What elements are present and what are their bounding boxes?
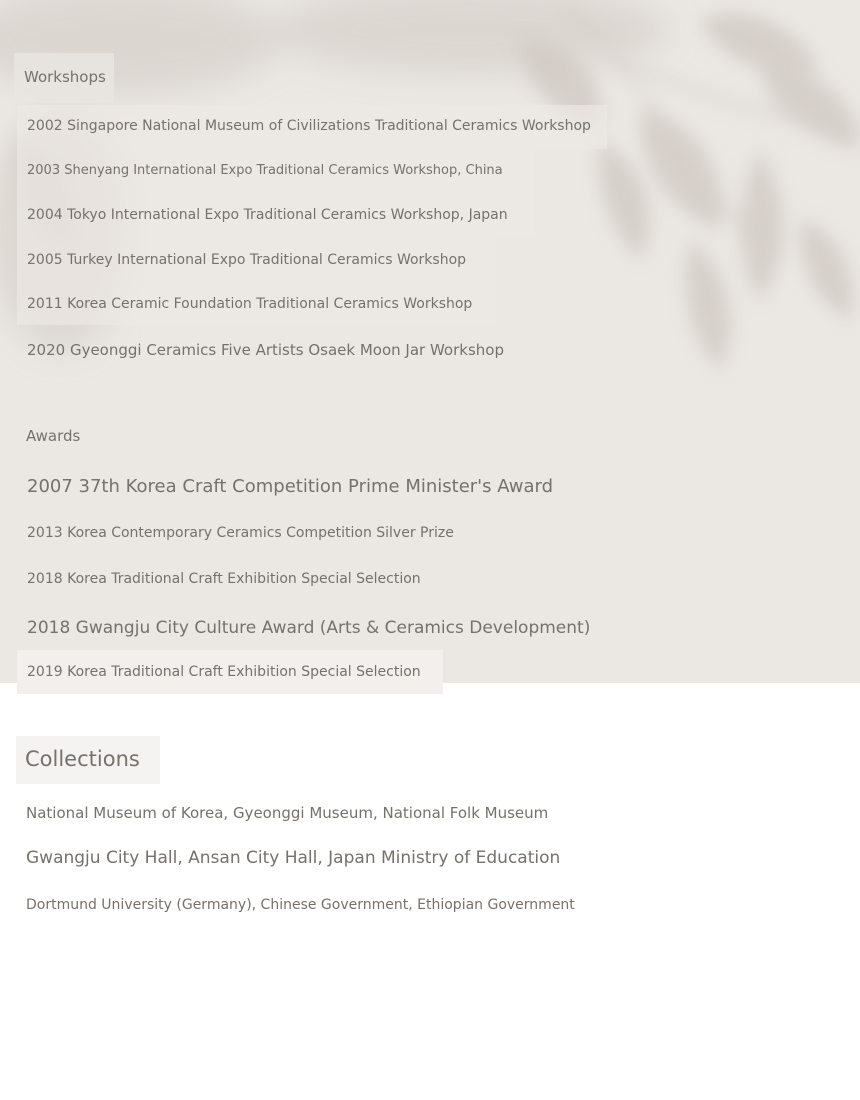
workshop-item: 2004 Tokyo International Expo Traditional Ceramics Workshop, Japan	[27, 207, 508, 223]
workshops-heading: Workshops	[24, 68, 106, 86]
workshop-item: 2003 Shenyang International Expo Traditional Ceramics Workshop, China	[27, 163, 503, 178]
collections-heading: Collections	[25, 747, 140, 771]
collection-item: Dortmund University (Germany), Chinese Government, Ethiopian Government	[26, 897, 575, 913]
collection-item: Gwangju City Hall, Ansan City Hall, Japan Ministry of Education	[26, 848, 561, 868]
workshop-item: 2005 Turkey International Expo Traditional Ceramics Workshop	[27, 252, 467, 268]
workshop-item: 2002 Singapore National Museum of Civilizations Traditional Ceramics Workshop	[27, 118, 591, 134]
workshop-item: 2020 Gyeonggi Ceramics Five Artists Osaek Moon Jar Workshop	[27, 341, 504, 359]
award-item: 2018 Korea Traditional Craft Exhibition Special Selection	[27, 571, 421, 587]
award-item: 2019 Korea Traditional Craft Exhibition Special Selection	[27, 664, 421, 680]
award-item: 2013 Korea Contemporary Ceramics Competition Silver Prize	[27, 525, 454, 541]
awards-heading: Awards	[26, 427, 81, 445]
collection-item: National Museum of Korea, Gyeonggi Museum, National Folk Museum	[26, 804, 549, 822]
workshop-item: 2011 Korea Ceramic Foundation Traditional Ceramics Workshop	[27, 296, 473, 312]
award-item: 2007 37th Korea Craft Competition Prime Minister's Award	[27, 476, 554, 497]
award-item: 2018 Gwangju City Culture Award (Arts & Ceramics Development)	[27, 618, 591, 638]
